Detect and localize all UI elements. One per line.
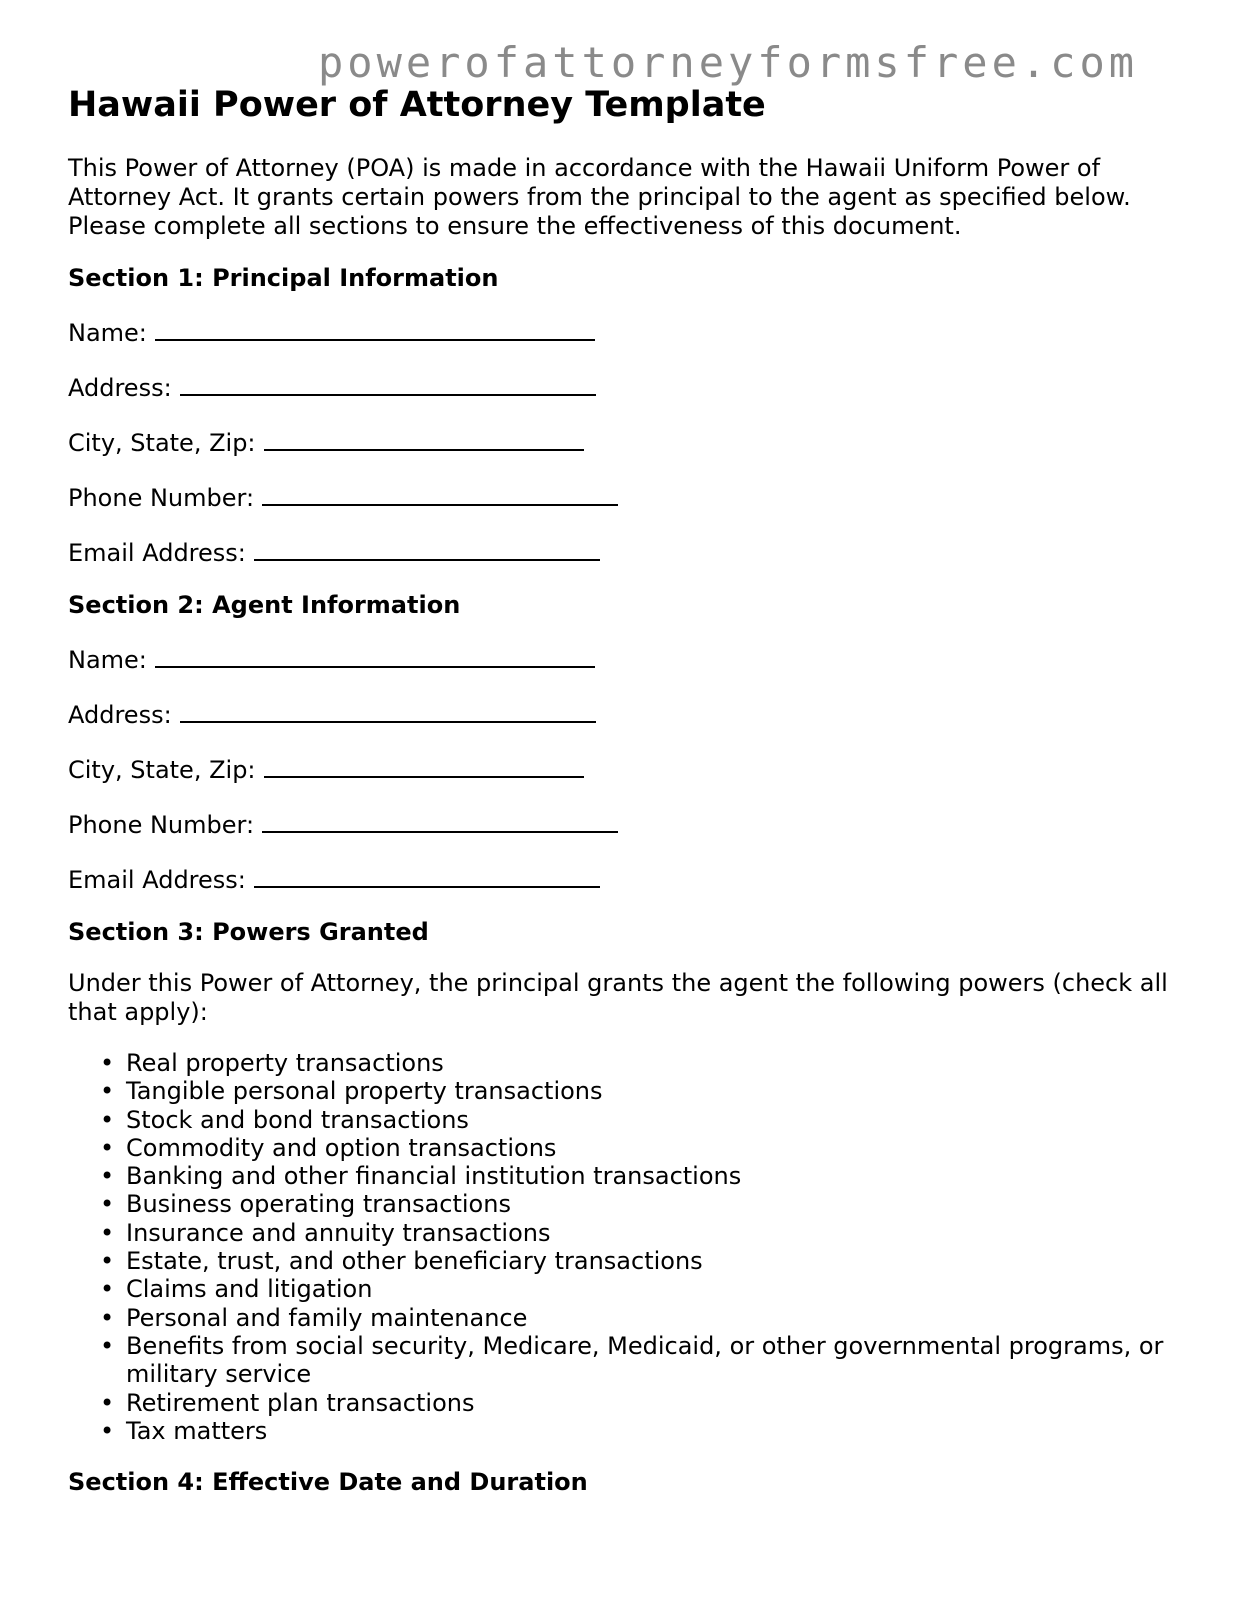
- agent-address-field: [68, 697, 1168, 730]
- field-label: Address:: [68, 374, 172, 402]
- principal-address-blank[interactable]: [180, 370, 596, 396]
- principal-email-field: [68, 535, 1168, 568]
- agent-name-field: [68, 642, 1168, 675]
- agent-phone-blank[interactable]: [262, 807, 618, 833]
- power-item: • Commodity and option transactions: [126, 1134, 1168, 1162]
- power-item: • Claims and litigation: [126, 1275, 1168, 1303]
- field-label: Address:: [68, 701, 172, 729]
- agent-city-state-zip-field: [68, 752, 1168, 785]
- power-item: • Business operating transactions: [126, 1190, 1168, 1218]
- document-title: Hawaii Power of Attorney Template: [68, 85, 766, 125]
- principal-name-blank[interactable]: [155, 315, 595, 341]
- field-label: Phone Number:: [68, 811, 255, 839]
- power-item: • Real property transactions: [126, 1049, 1168, 1077]
- field-label: Phone Number:: [68, 484, 255, 512]
- power-item: • Stock and bond transactions: [126, 1106, 1168, 1134]
- field-label: Name:: [68, 646, 147, 674]
- document-page: [68, 80, 1168, 1497]
- powers-intro: Under this Power of Attorney, the principal grants the agent the following powers (check all that apply):: [68, 969, 1168, 1026]
- power-item: • Benefits from social security, Medicare, Medicaid, or other governmental programs, or military service: [126, 1332, 1168, 1389]
- power-item: • Tangible personal property transactions: [126, 1077, 1168, 1105]
- power-item: • Banking and other financial institution transactions: [126, 1162, 1168, 1190]
- principal-phone-field: [68, 480, 1168, 513]
- principal-city-state-zip-blank[interactable]: [264, 425, 584, 451]
- powers-list: [68, 1049, 1168, 1445]
- power-item: • Estate, trust, and other beneficiary transactions: [126, 1247, 1168, 1275]
- power-item: • Personal and family maintenance: [126, 1304, 1168, 1332]
- section-4-heading: Section 4: Effective Date and Duration: [68, 1468, 588, 1497]
- power-item: • Retirement plan transactions: [126, 1389, 1168, 1417]
- section-1-heading: Section 1: Principal Information: [68, 264, 499, 292]
- agent-phone-field: [68, 807, 1168, 840]
- intro-paragraph: This Power of Attorney (POA) is made in accordance with the Hawaii Uniform Power of Attorney Act. It grants certain powers from the principal to the agent as specified below. Please complete all sections to ensure the effectiveness of this document.: [68, 154, 1131, 240]
- field-label: Email Address:: [68, 539, 246, 567]
- field-label: City, State, Zip:: [68, 756, 256, 784]
- power-item: • Tax matters: [126, 1417, 1168, 1445]
- agent-email-field: [68, 862, 1168, 895]
- field-label: Email Address:: [68, 866, 246, 894]
- agent-address-blank[interactable]: [180, 697, 596, 723]
- principal-phone-blank[interactable]: [262, 480, 618, 506]
- agent-name-blank[interactable]: [155, 642, 595, 668]
- agent-city-state-zip-blank[interactable]: [264, 752, 584, 778]
- field-label: Name:: [68, 319, 147, 347]
- principal-name-field: [68, 315, 1168, 348]
- section-2-heading: Section 2: Agent Information: [68, 591, 461, 619]
- section-3-heading: Section 3: Powers Granted: [68, 918, 429, 946]
- principal-address-field: [68, 370, 1168, 403]
- field-label: City, State, Zip:: [68, 429, 256, 457]
- principal-city-state-zip-field: [68, 425, 1168, 458]
- watermark: powerofattorneyformsfree.com: [318, 38, 1139, 87]
- power-item: • Insurance and annuity transactions: [126, 1219, 1168, 1247]
- agent-email-blank[interactable]: [254, 862, 600, 888]
- principal-email-blank[interactable]: [254, 535, 600, 561]
